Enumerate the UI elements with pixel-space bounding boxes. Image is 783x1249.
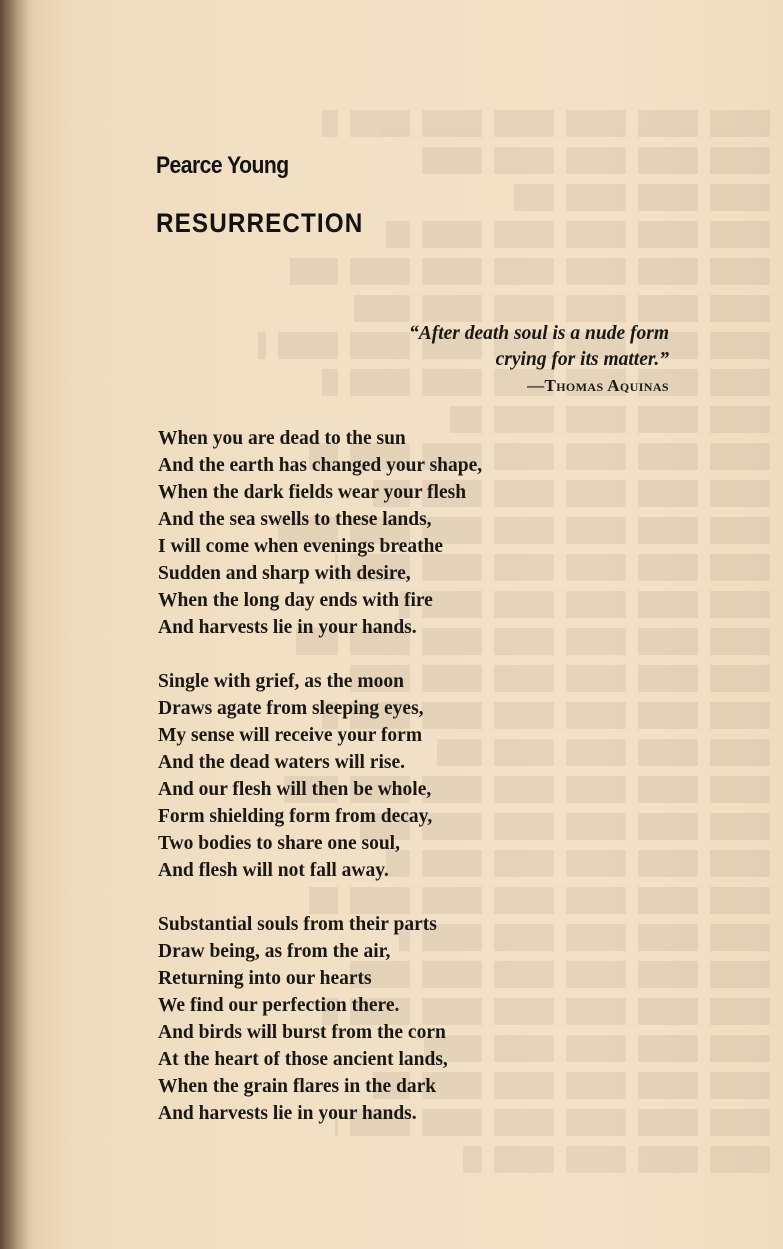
epigraph-line: crying for its matter.” (495, 349, 669, 370)
verse-line: Draw being, as from the air, (158, 941, 391, 962)
verse-line: And the sea swells to these lands, (158, 509, 432, 530)
epigraph-attribution: —Thomas Aquinas (527, 376, 669, 395)
epigraph-line: “After death soul is a nude form (408, 323, 669, 344)
verse-line: My sense will receive your form (158, 725, 423, 746)
verse-line: And the earth has changed your shape, (158, 455, 483, 476)
poem-author: Pearce Young (156, 152, 289, 179)
verse-line: When you are dead to the sun (158, 428, 406, 449)
verse-line: When the dark fields wear your flesh (158, 482, 467, 503)
verse-line: Substantial souls from their parts (158, 914, 437, 935)
verse-line: And harvests lie in your hands. (158, 617, 417, 638)
verse-line: At the heart of those ancient lands, (158, 1049, 448, 1070)
poem-body (158, 425, 482, 1154)
verse-line: We find our perfection there. (158, 995, 400, 1016)
verse-line: I will come when evenings breathe (158, 536, 444, 557)
verse-line: And the dead waters will rise. (158, 752, 405, 773)
verse-line: And harvests lie in your hands. (158, 1103, 417, 1124)
verse-line: And our flesh will then be whole, (158, 779, 432, 800)
verse-line: When the long day ends with fire (158, 590, 433, 611)
poem-title: RESURRECTION (156, 208, 364, 238)
verse-line: And flesh will not fall away. (158, 860, 389, 881)
verse-line: Single with grief, as the moon (158, 671, 404, 692)
stanza (158, 911, 482, 1127)
verse-line: Form shielding form from decay, (158, 806, 433, 827)
book-spine-shadow (0, 0, 30, 1249)
verse-line: Returning into our hearts (158, 968, 372, 989)
verse-line: Sudden and sharp with desire, (158, 563, 411, 584)
verse-line: Two bodies to share one soul, (158, 833, 400, 854)
epigraph (409, 321, 669, 399)
verse-line: When the grain flares in the dark (158, 1076, 437, 1097)
stanza (158, 668, 482, 884)
verse-line: Draws agate from sleeping eyes, (158, 698, 424, 719)
stanza (158, 425, 482, 641)
verse-line: And birds will burst from the corn (158, 1022, 446, 1043)
